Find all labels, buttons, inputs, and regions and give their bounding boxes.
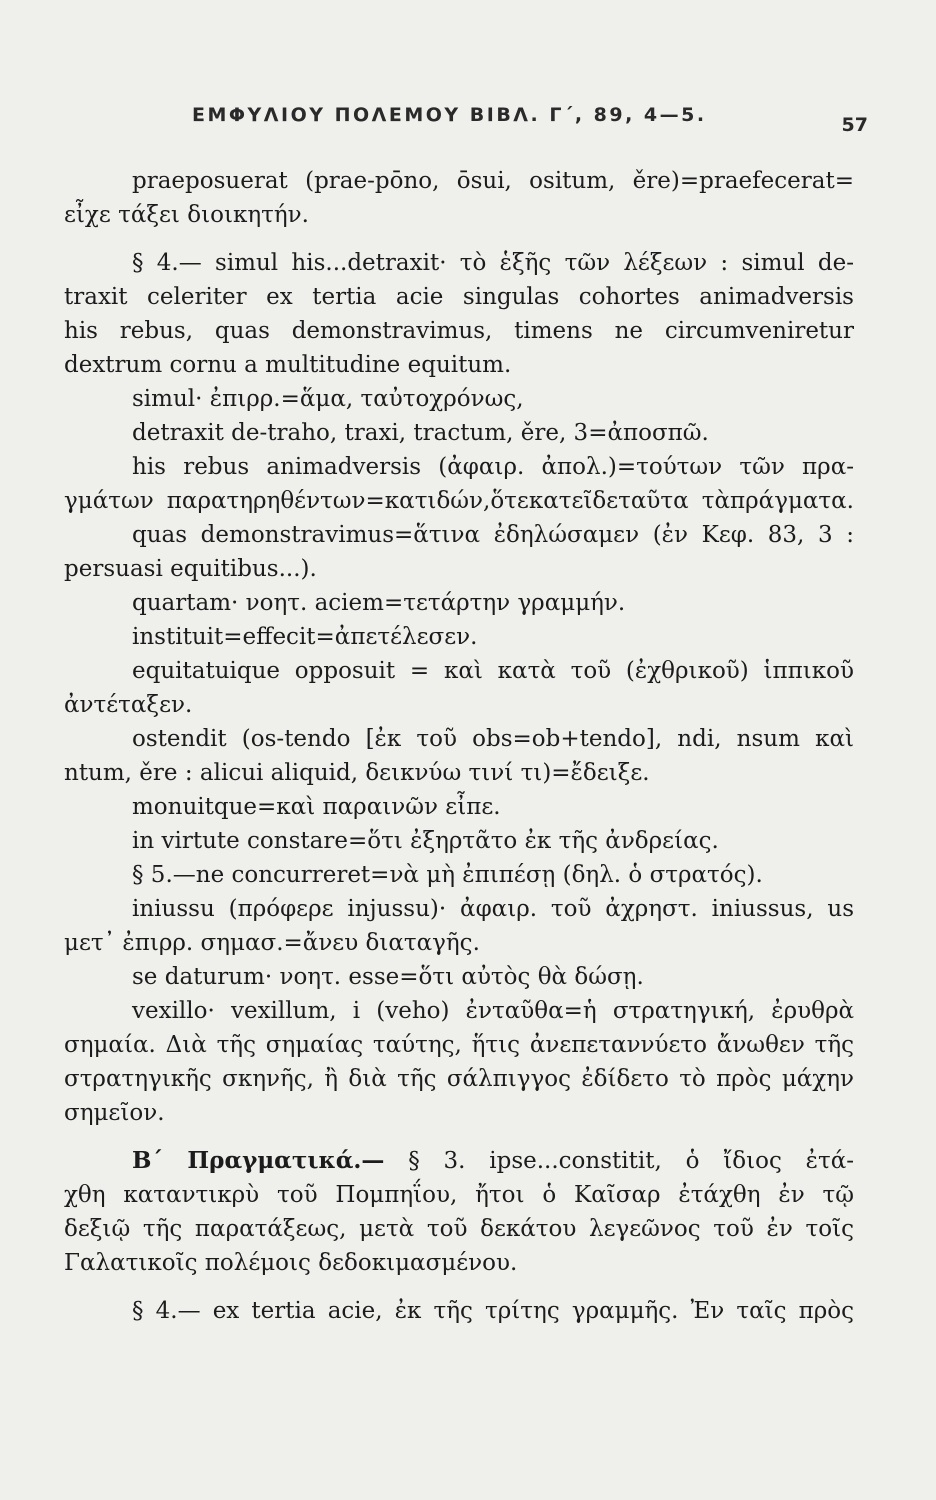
text-line: se daturum· νοητ. esse=ὅτι αὐτὸς θὰ δώσῃ. <box>132 964 644 990</box>
text-line: quas demonstravimus=ἅτινα ἐδηλώσαμεν (ἐν Κεφ. 83, 3 : <box>132 522 854 548</box>
text-line: μετ᾽ ἐπιρρ. σημασ.=ἄνευ διαταγῆς. <box>64 930 480 956</box>
text-line: persuasi equitibus...). <box>64 556 317 582</box>
text-line: στρατηγικῆς σκηνῆς, ἢ διὰ τῆς σάλπιγγος ἐδίδετο τὸ πρὸς μάχην <box>64 1066 854 1092</box>
text-line: traxit celeriter ex tertia acie singulas cohortes animadversis <box>64 284 854 310</box>
text-line: ostendit (os-tendo [ἐκ τοῦ obs=ob+tendo], ndi, nsum καὶ <box>132 726 854 752</box>
text-line: Γαλατικοῖς πολέμοις δεδοκιμασμένου. <box>64 1250 518 1276</box>
page-header <box>140 104 870 140</box>
text-line: iniussu (πρόφερε injussu)· ἀφαιρ. τοῦ ἀχρηστ. iniussus, us <box>132 896 854 922</box>
running-title: ΕΜΦΥΛΙΟΥ ΠΟΛΕΜΟΥ ΒΙΒΛ. Γ΄, 89, 4—5. <box>192 104 707 126</box>
text-line: δεξιῷ τῆς παρατάξεως, μετὰ τοῦ δεκάτου λεγεῶνος τοῦ ἐν τοῖς <box>64 1216 854 1242</box>
text-line: χθη καταντικρὺ τοῦ Πομπηΐου, ἤτοι ὁ Καῖσαρ ἐτάχθη ἐν τῷ <box>64 1182 854 1208</box>
text-line: σημεῖον. <box>64 1100 165 1126</box>
text-line: vexillo· vexillum, i (veho) ἐνταῦθα=ἡ στρατηγική, ἐρυθρὰ <box>132 998 854 1024</box>
section-heading: Β΄ Πραγματικά.— <box>132 1147 385 1174</box>
text-line: εἶχε τάξει διοικητήν. <box>64 202 309 228</box>
text-line: instituit=effecit=ἀπετέλεσεν. <box>132 624 478 650</box>
text-span: § 3. ipse...constitit, ὁ ἴδιος ἐτά- <box>408 1148 854 1174</box>
text-line: quartam· νοητ. aciem=τετάρτην γραμμήν. <box>132 590 626 616</box>
text-line: his rebus, quas demonstravimus, timens ne circumveniretur <box>64 318 854 344</box>
text-line: simul· ἐπιρρ.=ἅμα, ταὐτοχρόνως, <box>132 386 524 412</box>
text-line: dextrum cornu a multitudine equitum. <box>64 352 512 378</box>
text-line: equitatuique opposuit = καὶ κατὰ τοῦ (ἐχθρικοῦ) ἱππικοῦ <box>132 658 854 684</box>
text-line: § 5.—ne concurreret=νὰ μὴ ἐπιπέσῃ (δηλ. ὁ στρατός). <box>132 862 763 888</box>
text-line: § 4.— simul his...detraxit· τὸ ἑξῆς τῶν λέξεων : simul de- <box>132 250 854 276</box>
text-line: ἀντέταξεν. <box>64 692 193 718</box>
page-body <box>64 164 854 1328</box>
text-line: detraxit de-traho, traxi, tractum, ěre, 3=ἀποσπῶ. <box>132 420 709 446</box>
text-line: σημαία. Διὰ τῆς σημαίας ταύτης, ἥτις ἀνεπεταννύετο ἄνωθεν τῆς <box>64 1032 854 1058</box>
text-line: γμάτων παρατηρηθέντων=κατιδών,ὅτεκατεῖδεταῦτα τὰπράγματα. <box>64 488 854 514</box>
text-line: monuitque=καὶ παραινῶν εἶπε. <box>132 794 501 820</box>
text-line: his rebus animadversis (ἀφαιρ. ἀπολ.)=τούτων τῶν πρα- <box>132 454 854 480</box>
section-line <box>64 1144 854 1178</box>
text-line: ntum, ěre : alicui aliquid, δεικνύω τινί τι)=ἔδειξε. <box>64 760 650 786</box>
text-line: praeposuerat (prae-pōno, ōsui, ositum, ěre)=praefecerat= <box>132 168 854 194</box>
text-line: in virtute constare=ὅτι ἐξηρτᾶτο ἐκ τῆς ἀνδρείας. <box>132 828 719 854</box>
text-line: § 4.— ex tertia acie, ἐκ τῆς τρίτης γραμμῆς. Ἐν ταῖς πρὸς <box>132 1298 854 1324</box>
page-number: 57 <box>841 114 868 136</box>
